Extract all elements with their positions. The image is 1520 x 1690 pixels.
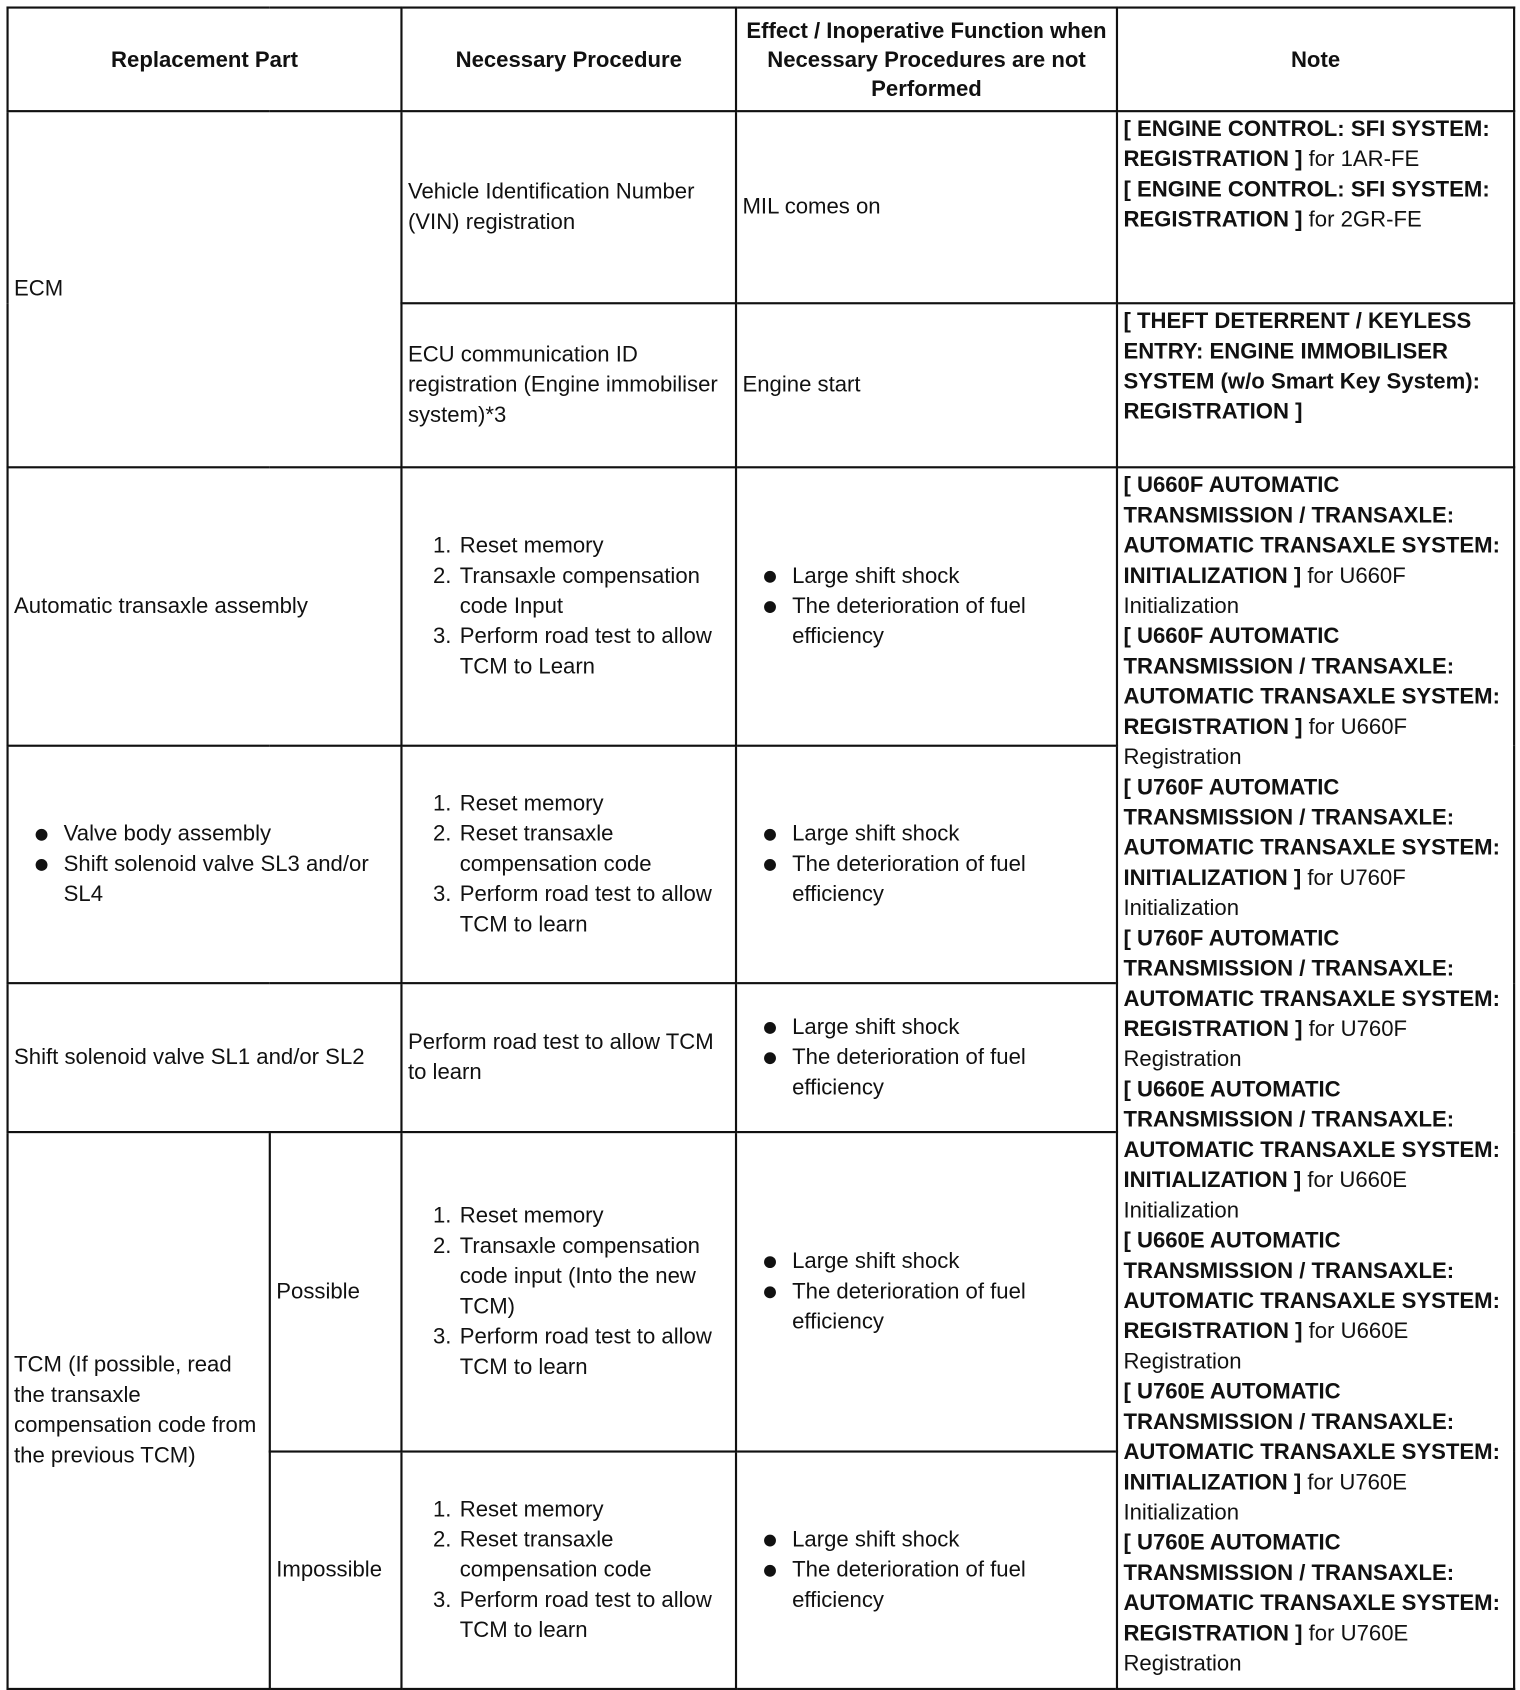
- note-link[interactable]: [ U760F AUTOMATIC TRANSMISSION / TRANSAXLE: AUTOMATIC TRANSAXLE SYSTEM: INITIALIZATION ]: [1123, 774, 1500, 891]
- effect-item: The deterioration of fuel efficiency: [792, 1277, 1110, 1337]
- ecm-vin-effect: MIL comes on: [736, 111, 1117, 303]
- note-suffix: for U660E Initialization: [1123, 1167, 1407, 1223]
- procedure-step: 2. Transaxle compensation code input (Into the new TCM): [458, 1231, 730, 1322]
- note-entry: [1123, 1528, 1507, 1679]
- effect-item: The deterioration of fuel efficiency: [792, 591, 1110, 651]
- procedure-steps: [408, 1495, 730, 1646]
- procedure-step: 1. Reset memory: [458, 531, 730, 561]
- note-entry: [1123, 1075, 1507, 1226]
- procedure-step: 3. Perform road test to allow TCM to learn: [458, 1585, 730, 1645]
- transmission-notes: [1117, 467, 1514, 1689]
- note-link[interactable]: [ U660F AUTOMATIC TRANSMISSION / TRANSAXLE: AUTOMATIC TRANSAXLE SYSTEM: INITIALIZATION ]: [1123, 472, 1500, 589]
- valvebody-procedure: [401, 746, 736, 983]
- table-row: [8, 111, 1515, 303]
- procedure-step: 3. Perform road test to allow TCM to learn: [458, 880, 730, 940]
- effect-item: The deterioration of fuel efficiency: [792, 1043, 1110, 1103]
- note-link[interactable]: [ U660E AUTOMATIC TRANSMISSION / TRANSAXLE: AUTOMATIC TRANSAXLE SYSTEM: REGISTRATION ]: [1123, 1228, 1500, 1344]
- tcm-impossible-effect: [736, 1452, 1117, 1689]
- effect-list: [742, 819, 1110, 910]
- note-link[interactable]: [ U760F AUTOMATIC TRANSMISSION / TRANSAXLE: AUTOMATIC TRANSAXLE SYSTEM: REGISTRATION ]: [1123, 925, 1500, 1042]
- tcm-possible-procedure: [401, 1132, 736, 1451]
- part-item: Shift solenoid valve SL3 and/or SL4: [64, 849, 395, 909]
- note-entry: [1123, 1377, 1507, 1528]
- header-replacement-part: Replacement Part: [8, 8, 402, 112]
- effect-list: [742, 561, 1110, 652]
- ecm-id-procedure: ECU communication ID registration (Engine immobiliser system)*3: [401, 303, 736, 467]
- note-entry: [1123, 114, 1507, 174]
- ecm-id-effect: Engine start: [736, 303, 1117, 467]
- note-entry: [1123, 1226, 1507, 1377]
- ecm-id-note: [1117, 303, 1514, 467]
- procedure-step: 2. Reset transaxle compensation code: [458, 1525, 730, 1585]
- transaxle-part: Automatic transaxle assembly: [8, 467, 402, 745]
- effect-list: [742, 1246, 1110, 1337]
- effect-item: The deterioration of fuel efficiency: [792, 1555, 1110, 1615]
- procedure-step: 1. Reset memory: [458, 1495, 730, 1525]
- effect-item: Large shift shock: [792, 561, 1110, 591]
- part-item: Valve body assembly: [64, 819, 395, 849]
- note-link[interactable]: [ U660E AUTOMATIC TRANSMISSION / TRANSAXLE: AUTOMATIC TRANSAXLE SYSTEM: INITIALIZATION ]: [1123, 1077, 1500, 1193]
- note-link[interactable]: [ U760E AUTOMATIC TRANSMISSION / TRANSAXLE: AUTOMATIC TRANSAXLE SYSTEM: REGISTRATION ]: [1123, 1530, 1500, 1646]
- tcm-impossible-procedure: [401, 1452, 736, 1689]
- note-entry: [1123, 773, 1507, 924]
- tcm-possible-label: Possible: [270, 1132, 402, 1451]
- ecm-vin-note: [1117, 111, 1514, 303]
- procedure-step: 3. Perform road test to allow TCM to Learn: [458, 622, 730, 682]
- valvebody-effect: [736, 746, 1117, 983]
- note-suffix: for U660F Initialization: [1123, 563, 1406, 619]
- solenoid-procedure: Perform road test to allow TCM to learn: [401, 983, 736, 1132]
- header-row: [8, 8, 1515, 112]
- procedure-steps: [408, 531, 730, 682]
- procedure-step: 2. Transaxle compensation code Input: [458, 561, 730, 621]
- note-suffix: for U660E Registration: [1123, 1318, 1409, 1374]
- note-link[interactable]: [ ENGINE CONTROL: SFI SYSTEM: REGISTRATION ]: [1123, 176, 1490, 233]
- note-suffix: for 1AR-FE: [1302, 146, 1420, 172]
- effect-item: The deterioration of fuel efficiency: [792, 849, 1110, 909]
- header-necessary-procedure: Necessary Procedure: [401, 8, 736, 112]
- procedure-step: 3. Perform road test to allow TCM to learn: [458, 1322, 730, 1382]
- note-entry: [1123, 471, 1507, 622]
- note-suffix: for U760F Initialization: [1123, 865, 1406, 921]
- tcm-impossible-label: Impossible: [270, 1452, 402, 1689]
- solenoid-effect: [736, 983, 1117, 1132]
- table-row: [8, 467, 1515, 745]
- header-note: Note: [1117, 8, 1514, 112]
- note-link[interactable]: [ THEFT DETERRENT / KEYLESS ENTRY: ENGINE IMMOBILISER SYSTEM (w/o Smart Key System): REGISTRATION ]: [1123, 308, 1480, 425]
- note-suffix: for 2GR-FE: [1302, 207, 1422, 233]
- effect-list: [742, 1012, 1110, 1103]
- ecm-part: ECM: [8, 111, 402, 467]
- note-suffix: for U760E Registration: [1123, 1620, 1409, 1676]
- effect-list: [742, 1525, 1110, 1616]
- note-suffix: for U760F Registration: [1123, 1016, 1408, 1072]
- header-effect: Effect / Inoperative Function when Necessary Procedures are not Performed: [736, 8, 1117, 112]
- procedure-step: 1. Reset memory: [458, 1201, 730, 1231]
- tcm-possible-effect: [736, 1132, 1117, 1451]
- transaxle-effect: [736, 467, 1117, 745]
- solenoid-part: Shift solenoid valve SL1 and/or SL2: [8, 983, 402, 1132]
- note-entry: [1123, 924, 1507, 1075]
- effect-item: Large shift shock: [792, 1525, 1110, 1555]
- effect-item: Large shift shock: [792, 1246, 1110, 1276]
- part-list: [14, 819, 395, 910]
- note-entry: [1123, 175, 1507, 235]
- ecm-vin-procedure: Vehicle Identification Number (VIN) registration: [401, 111, 736, 303]
- tcm-part: TCM (If possible, read the transaxle compensation code from the previous TCM): [8, 1132, 270, 1689]
- transaxle-procedure: [401, 467, 736, 745]
- note-suffix: for U660F Registration: [1123, 714, 1408, 770]
- procedure-steps: [408, 1201, 730, 1382]
- note-entry: [1123, 622, 1507, 773]
- procedure-steps: [408, 789, 730, 940]
- effect-item: Large shift shock: [792, 819, 1110, 849]
- note-suffix: for U760E Initialization: [1123, 1469, 1407, 1525]
- note-link[interactable]: [ U760E AUTOMATIC TRANSMISSION / TRANSAXLE: AUTOMATIC TRANSAXLE SYSTEM: INITIALIZATION ]: [1123, 1379, 1500, 1495]
- valvebody-part: [8, 746, 402, 983]
- procedure-step: 1. Reset memory: [458, 789, 730, 819]
- effect-item: Large shift shock: [792, 1012, 1110, 1042]
- procedure-step: 2. Reset transaxle compensation code: [458, 819, 730, 879]
- note-link[interactable]: [ ENGINE CONTROL: SFI SYSTEM: REGISTRATION ]: [1123, 116, 1490, 172]
- replacement-procedure-table: [6, 6, 1515, 1690]
- note-link[interactable]: [ U660F AUTOMATIC TRANSMISSION / TRANSAXLE: AUTOMATIC TRANSAXLE SYSTEM: REGISTRATION ]: [1123, 623, 1500, 740]
